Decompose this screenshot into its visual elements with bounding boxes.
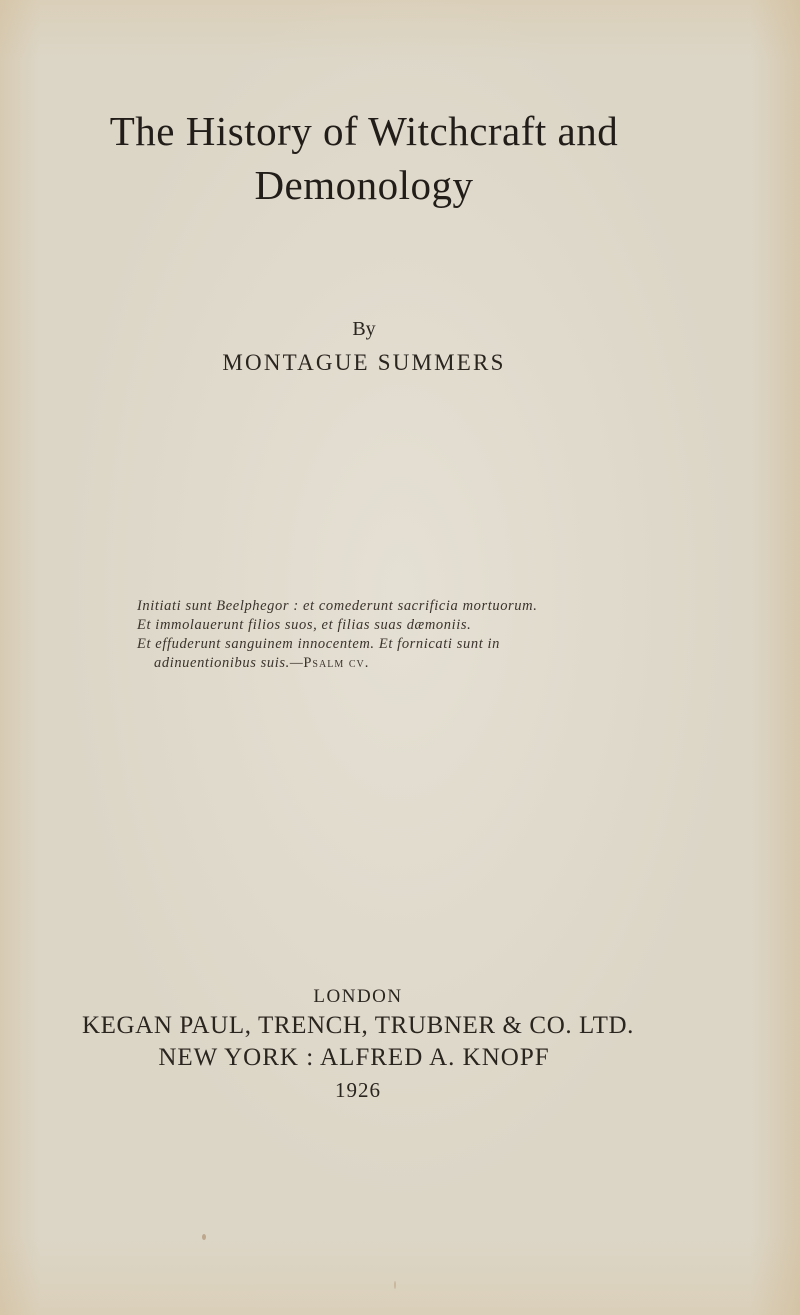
book-title (0, 104, 728, 212)
title-line-1: The History of Witchcraft and (109, 108, 619, 154)
paper-speck (394, 1281, 396, 1289)
epigraph-line-1: Initiati sunt Beelphegor : et comederunt sacrificia mortuorum. (137, 598, 538, 614)
epigraph-source: Psalm cv. (303, 655, 370, 671)
title-line-2: Demonology (254, 162, 474, 208)
paper-speck (202, 1234, 206, 1240)
epigraph-line-4-text: adinuentionibus suis.— (154, 655, 304, 671)
imprint-year: 1926 (335, 1078, 381, 1102)
author-name: MONTAGUE SUMMERS (222, 350, 506, 375)
imprint-publisher-new-york: NEW YORK : ALFRED A. KNOPF (158, 1044, 550, 1071)
epigraph (137, 597, 597, 673)
epigraph-line-4 (137, 654, 597, 673)
imprint-city: LONDON (313, 986, 403, 1007)
imprint-publisher-london: KEGAN PAUL, TRENCH, TRUBNER & CO. LTD. (81, 1012, 635, 1039)
epigraph-line-2: Et immolauerunt filios suos, et filias suas dæmoniis. (137, 617, 472, 633)
epigraph-line-3: Et effuderunt sanguinem innocentem. Et fornicati sunt in (137, 636, 501, 652)
by-label: By (352, 318, 376, 340)
